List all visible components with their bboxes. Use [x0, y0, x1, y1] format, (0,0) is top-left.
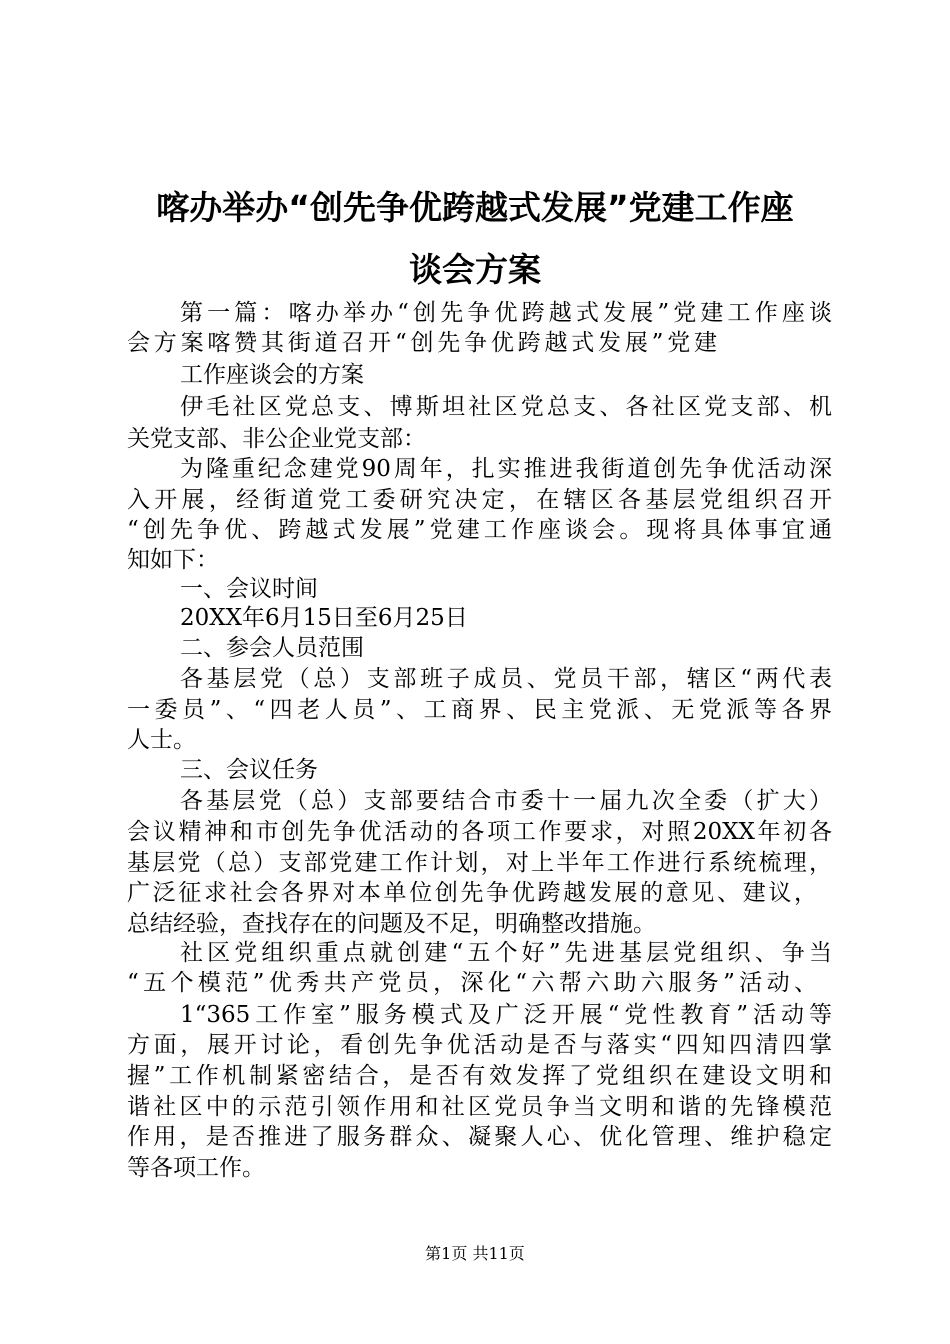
body-line: 基层党（总）支部党建工作计划，对上半年工作进行系统梳理，	[127, 850, 832, 876]
body-line: 会方案喀赞其街道召开“创先争优跨越式发展”党建	[127, 330, 717, 356]
body-line: 入开展，经街道党工委研究决定，在辖区各基层党组织召开	[127, 487, 832, 513]
body-line: 各基层党（总）支部班子成员、党员干部，辖区“两代表	[180, 666, 832, 692]
body-line: 会议精神和市创先争优活动的各项工作要求，对照20XX年初各	[127, 819, 832, 845]
body-line: 谐社区中的示范引领作用和社区党员争当文明和谐的先锋模范	[127, 1094, 832, 1120]
body-line: 方面，展开讨论，看创先争优活动是否与落实“四知四清四掌	[127, 1032, 832, 1058]
body-line: 工作座谈会的方案	[180, 362, 364, 388]
section-heading: 一、会议时间	[180, 576, 318, 602]
body-line: 第一篇：喀办举办“创先争优跨越式发展”党建工作座谈	[180, 300, 832, 326]
body-line: “创先争优、跨越式发展”党建工作座谈会。现将具体事宜通	[127, 517, 832, 543]
body-line: 广泛征求社会各界对本单位创先争优跨越发展的意见、建议，	[127, 880, 817, 906]
body-line: 一委员”、“四老人员”、工商界、民主党派、无党派等各界	[127, 697, 832, 723]
document-title-line-2: 谈会方案	[409, 250, 541, 289]
body-line: 握”工作机制紧密结合，是否有效发挥了党组织在建设文明和	[127, 1063, 832, 1089]
body-line: 1“365工作室”服务模式及广泛开展“党性教育”活动等	[180, 1002, 832, 1028]
body-line: “五个模范”优秀共产党员，深化“六帮六助六服务”活动、	[127, 970, 817, 996]
body-line: 各基层党（总）支部要结合市委十一届九次全委（扩大）	[180, 788, 832, 814]
body-line: 社区党组织重点就创建“五个好”先进基层党组织、争当	[180, 940, 832, 966]
body-line: 20XX年6月15日至6月25日	[180, 605, 468, 631]
page-footer: 第1页 共11页	[425, 1244, 525, 1263]
body-line: 人士。	[127, 727, 196, 753]
body-line: 关党支部、非公企业党支部：	[127, 426, 426, 452]
body-line: 知如下：	[127, 547, 219, 573]
body-line: 等各项工作。	[127, 1155, 265, 1181]
document-title-line-1: 喀办举办“创先争优跨越式发展”党建工作座	[156, 188, 794, 227]
section-heading: 二、参会人员范围	[180, 635, 364, 661]
section-heading: 三、会议任务	[180, 757, 318, 783]
body-line: 作用，是否推进了服务群众、凝聚人心、优化管理、维护稳定	[127, 1124, 832, 1150]
body-line: 总结经验，查找存在的问题及不足，明确整改措施。	[127, 911, 656, 937]
body-line: 为隆重纪念建党90周年，扎实推进我街道创先争优活动深	[180, 456, 832, 482]
body-line: 伊毛社区党总支、博斯坦社区党总支、各社区党支部、机	[180, 394, 832, 420]
